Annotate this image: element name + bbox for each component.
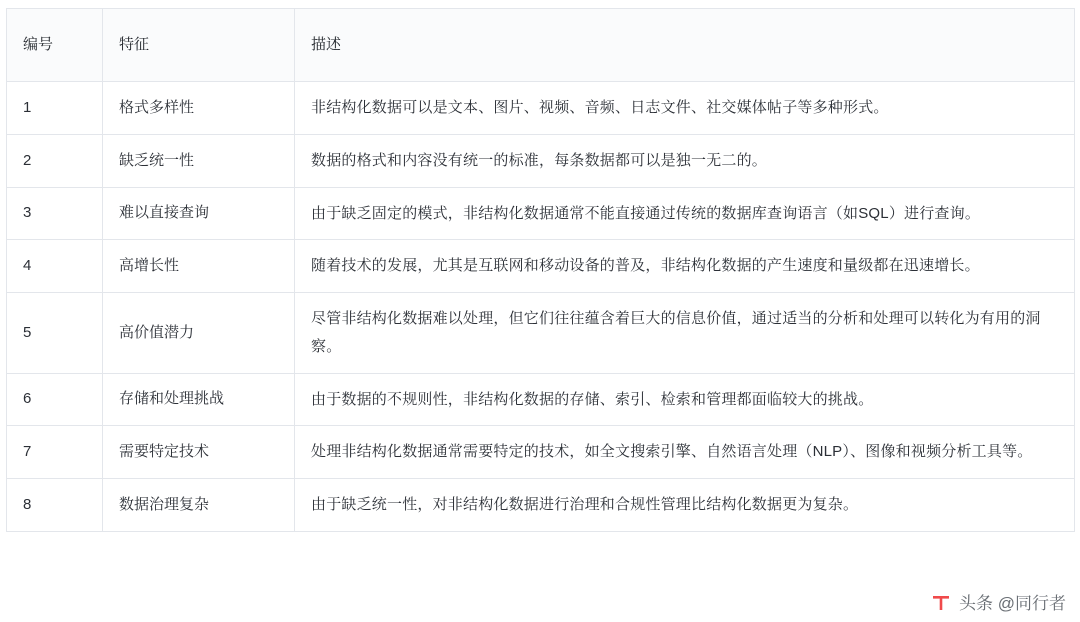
cell-id: 1: [7, 82, 103, 135]
cell-feature: 高价值潜力: [103, 293, 295, 374]
column-header-feature: 特征: [103, 9, 295, 82]
cell-id: 5: [7, 293, 103, 374]
cell-feature: 难以直接查询: [103, 187, 295, 240]
cell-id: 3: [7, 187, 103, 240]
cell-description: 由于缺乏统一性，对非结构化数据进行治理和合规性管理比结构化数据更为复杂。: [295, 479, 1075, 532]
cell-id: 4: [7, 240, 103, 293]
cell-feature: 高增长性: [103, 240, 295, 293]
table-body: [7, 82, 1075, 532]
cell-description: 由于缺乏固定的模式，非结构化数据通常不能直接通过传统的数据库查询语言（如SQL）进行查询。: [295, 187, 1075, 240]
cell-id: 7: [7, 426, 103, 479]
cell-id: 8: [7, 479, 103, 532]
cell-id: 2: [7, 134, 103, 187]
table-row: [7, 82, 1075, 135]
column-header-description: 描述: [295, 9, 1075, 82]
cell-description: 处理非结构化数据通常需要特定的技术，如全文搜索引擎、自然语言处理（NLP）、图像和视频分析工具等。: [295, 426, 1075, 479]
cell-feature: 存储和处理挑战: [103, 373, 295, 426]
features-table: [6, 8, 1075, 532]
table-row: [7, 134, 1075, 187]
column-header-id: 编号: [7, 9, 103, 82]
table-row: [7, 373, 1075, 426]
table-row: [7, 240, 1075, 293]
table-header: [7, 9, 1075, 82]
table-row: [7, 187, 1075, 240]
cell-description: 非结构化数据可以是文本、图片、视频、音频、日志文件、社交媒体帖子等多种形式。: [295, 82, 1075, 135]
toutiao-logo-icon: [930, 591, 952, 613]
cell-description: 尽管非结构化数据难以处理，但它们往往蕴含着巨大的信息价值，通过适当的分析和处理可以转化为有用的洞察。: [295, 293, 1075, 374]
cell-feature: 缺乏统一性: [103, 134, 295, 187]
cell-feature: 格式多样性: [103, 82, 295, 135]
cell-description: 随着技术的发展，尤其是互联网和移动设备的普及，非结构化数据的产生速度和量级都在迅速增长。: [295, 240, 1075, 293]
watermark-text: 头条 @同行者: [959, 594, 1066, 613]
table-row: [7, 426, 1075, 479]
table-header-row: [7, 9, 1075, 82]
cell-id: 6: [7, 373, 103, 426]
watermark: [930, 589, 1066, 614]
table-row: [7, 293, 1075, 374]
cell-description: 由于数据的不规则性，非结构化数据的存储、索引、检索和管理都面临较大的挑战。: [295, 373, 1075, 426]
cell-description: 数据的格式和内容没有统一的标准，每条数据都可以是独一无二的。: [295, 134, 1075, 187]
cell-feature: 需要特定技术: [103, 426, 295, 479]
table-row: [7, 479, 1075, 532]
cell-feature: 数据治理复杂: [103, 479, 295, 532]
